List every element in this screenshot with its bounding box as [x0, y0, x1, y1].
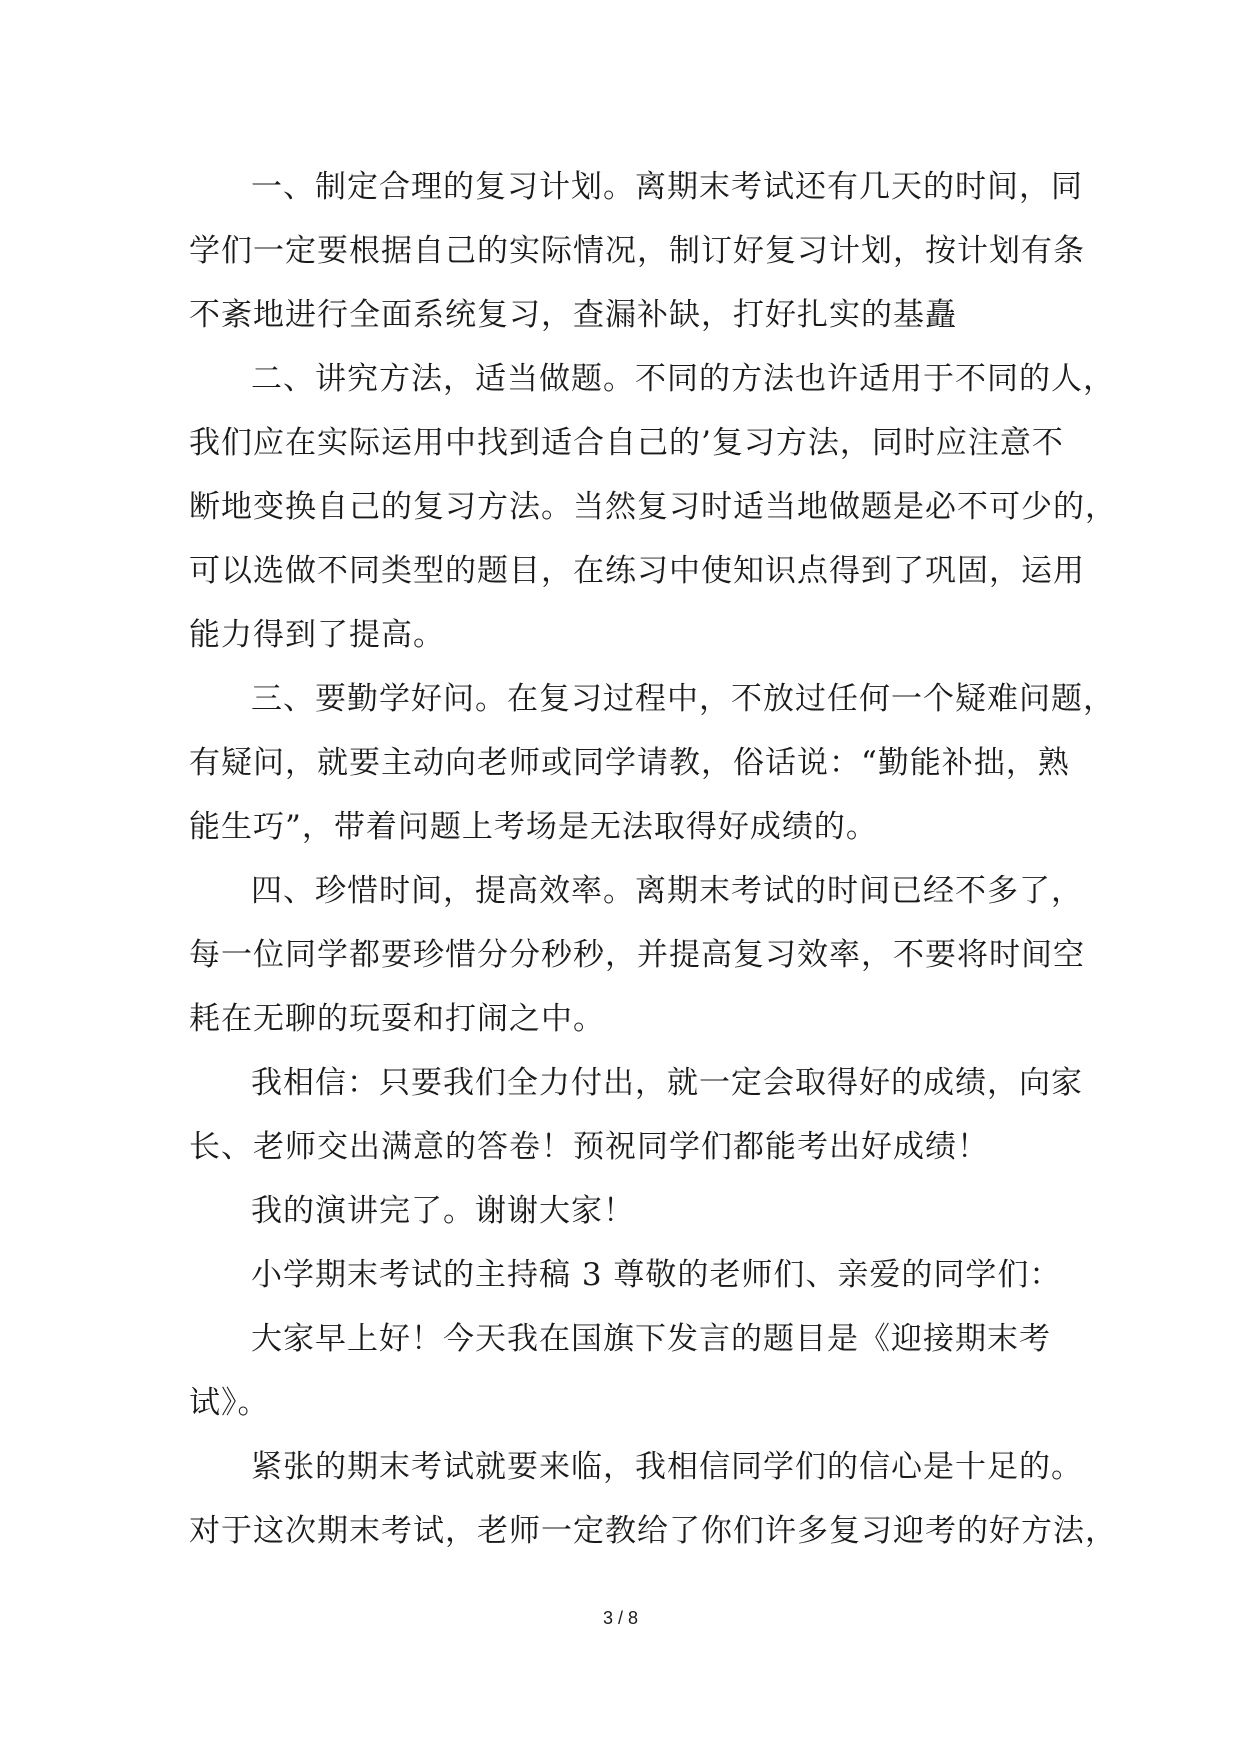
- paragraph-line: 学们一定要根据自己的实际情况，制订好复习计划，按计划有条: [189, 233, 1085, 269]
- document-body: [189, 155, 1117, 1563]
- paragraph-line: 四、珍惜时间，提高效率。离期末考试的时间已经不多了，: [251, 873, 1083, 909]
- paragraph-line: 一、制定合理的复习计划。离期末考试还有几天的时间，同: [251, 169, 1083, 205]
- paragraph-line: 紧张的期末考试就要来临，我相信同学们的信心是十足的。: [251, 1449, 1083, 1485]
- paragraph-line: 小学期末考试的主持稿 3 尊敬的老师们、亲爱的同学们：: [251, 1257, 1062, 1293]
- paragraph-line: 我的演讲完了。谢谢大家！: [251, 1193, 635, 1229]
- page-number: 3 / 8: [602, 1608, 639, 1628]
- paragraph-line: 耗在无聊的玩耍和打闹之中。: [189, 1001, 605, 1037]
- paragraph-line: 长、老师交出满意的答卷！预祝同学们都能考出好成绩！: [189, 1129, 989, 1165]
- paragraph-line: 可以选做不同类型的题目，在练习中使知识点得到了巩固，运用: [189, 553, 1085, 589]
- paragraph-line: 二、讲究方法，适当做题。不同的方法也许适用于不同的人，: [251, 361, 1115, 397]
- paragraph-line: 不紊地进行全面系统复习，查漏补缺，打好扎实的基矗: [189, 297, 957, 333]
- paragraph-line: 大家早上好！今天我在国旗下发言的题目是《迎接期末考: [251, 1321, 1051, 1357]
- paragraph-line: 每一位同学都要珍惜分分秒秒，并提高复习效率，不要将时间空: [189, 937, 1085, 973]
- paragraph-line: 三、要勤学好问。在复习过程中，不放过任何一个疑难问题，: [251, 681, 1115, 717]
- paragraph-line: 能力得到了提高。: [189, 617, 445, 653]
- paragraph-line: 我相信：只要我们全力付出，就一定会取得好的成绩，向家: [251, 1065, 1083, 1101]
- paragraph-line: 有疑问，就要主动向老师或同学请教，俗话说：“勤能补拙，熟: [189, 745, 1070, 781]
- paragraph-line: 能生巧”，带着问题上考场是无法取得好成绩的。: [189, 809, 878, 845]
- paragraph-line: 断地变换自己的复习方法。当然复习时适当地做题是必不可少的，: [189, 489, 1117, 525]
- paragraph-line: 对于这次期末考试，老师一定教给了你们许多复习迎考的好方法，: [189, 1513, 1117, 1549]
- paragraph-line: 我们应在实际运用中找到适合自己的’复习方法，同时应注意不: [189, 425, 1064, 461]
- paragraph-line: 试》。: [189, 1385, 270, 1421]
